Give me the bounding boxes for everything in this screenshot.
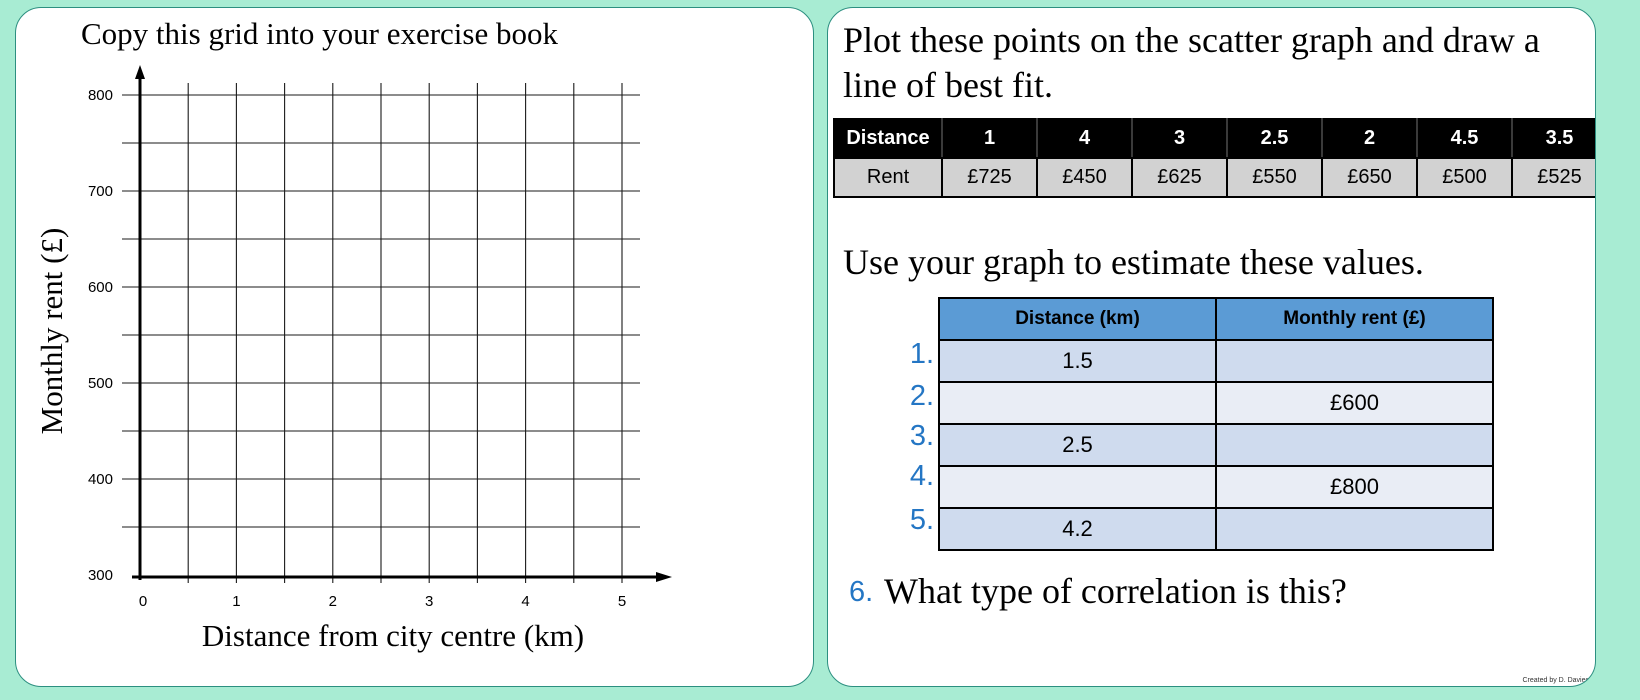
rent-answer-cell: £600 <box>1216 382 1493 424</box>
rent-cell: £500 <box>1417 158 1512 197</box>
rent-cell: £525 <box>1512 158 1596 197</box>
y-tick-label: 500 <box>87 375 113 392</box>
x-tick-label: 0 <box>138 593 148 610</box>
distance-answer-cell: 4.2 <box>939 508 1216 550</box>
scatter-grid-chart <box>16 8 814 687</box>
distance-cell: 3.5 <box>1512 119 1596 158</box>
distance-answer-cell: 1.5 <box>939 340 1216 382</box>
rent-cell: £725 <box>942 158 1037 197</box>
distance-cell: 1 <box>942 119 1037 158</box>
questions-panel <box>827 7 1596 687</box>
grid-instruction: Copy this grid into your exercise book <box>81 16 558 51</box>
distance-row <box>834 119 1596 158</box>
grid-panel <box>15 7 814 687</box>
estimate-header-row <box>939 298 1493 340</box>
question-number: 3. <box>909 420 934 452</box>
rent-header: Rent <box>834 158 942 197</box>
distance-cell: 3 <box>1132 119 1227 158</box>
author-credit: Created by D. Davies <box>1522 677 1589 684</box>
table-row <box>939 382 1493 424</box>
y-axis-arrow <box>135 65 145 79</box>
x-tick-label: 3 <box>425 593 434 610</box>
rent-row <box>834 158 1596 197</box>
y-tick-label: 600 <box>87 279 113 296</box>
rent-cell: £550 <box>1227 158 1322 197</box>
estimate-table <box>938 297 1494 551</box>
rent-answer-cell <box>1216 508 1493 550</box>
distance-header: Distance <box>834 119 942 158</box>
rent-answer-cell <box>1216 340 1493 382</box>
y-axis-title: Monthly rent (£) <box>34 227 69 435</box>
x-axis-arrow <box>656 572 672 582</box>
x-axis-title: Distance from city centre (km) <box>201 618 585 653</box>
table-row <box>939 466 1493 508</box>
rent-cell: £450 <box>1037 158 1132 197</box>
question-number: 4. <box>909 460 934 492</box>
rent-answer-cell: £800 <box>1216 466 1493 508</box>
table-row <box>939 424 1493 466</box>
distance-answer-cell: 2.5 <box>939 424 1216 466</box>
question-number: 6. <box>849 576 874 608</box>
distance-answer-cell <box>939 382 1216 424</box>
data-table <box>833 118 1596 198</box>
y-tick-label: 700 <box>87 183 113 200</box>
distance-answer-cell <box>939 466 1216 508</box>
question-number: 1. <box>909 338 934 370</box>
correlation-question: What type of correlation is this? <box>884 571 1347 611</box>
x-tick-label: 4 <box>521 593 530 610</box>
estimate-instruction: Use your graph to estimate these values. <box>843 242 1424 282</box>
distance-cell: 4 <box>1037 119 1132 158</box>
x-tick-label: 5 <box>617 593 627 610</box>
x-tick-label: 2 <box>328 593 337 610</box>
plot-instruction: Plot these points on the scatter graph and draw a line of best fit. <box>843 20 1540 105</box>
rent-cell: £625 <box>1132 158 1227 197</box>
distance-km-header: Distance (km) <box>939 298 1216 340</box>
question-number: 2. <box>909 380 934 412</box>
distance-cell: 4.5 <box>1417 119 1512 158</box>
monthly-rent-header: Monthly rent (£) <box>1216 298 1493 340</box>
table-row <box>939 340 1493 382</box>
rent-cell: £650 <box>1322 158 1417 197</box>
y-tick-label: 800 <box>87 87 113 104</box>
x-tick-label: 1 <box>232 593 241 610</box>
table-row <box>939 508 1493 550</box>
y-tick-label: 400 <box>87 471 113 488</box>
y-tick-label: 300 <box>87 567 113 584</box>
distance-cell: 2 <box>1322 119 1417 158</box>
distance-cell: 2.5 <box>1227 119 1322 158</box>
question-number: 5. <box>909 504 934 536</box>
rent-answer-cell <box>1216 424 1493 466</box>
